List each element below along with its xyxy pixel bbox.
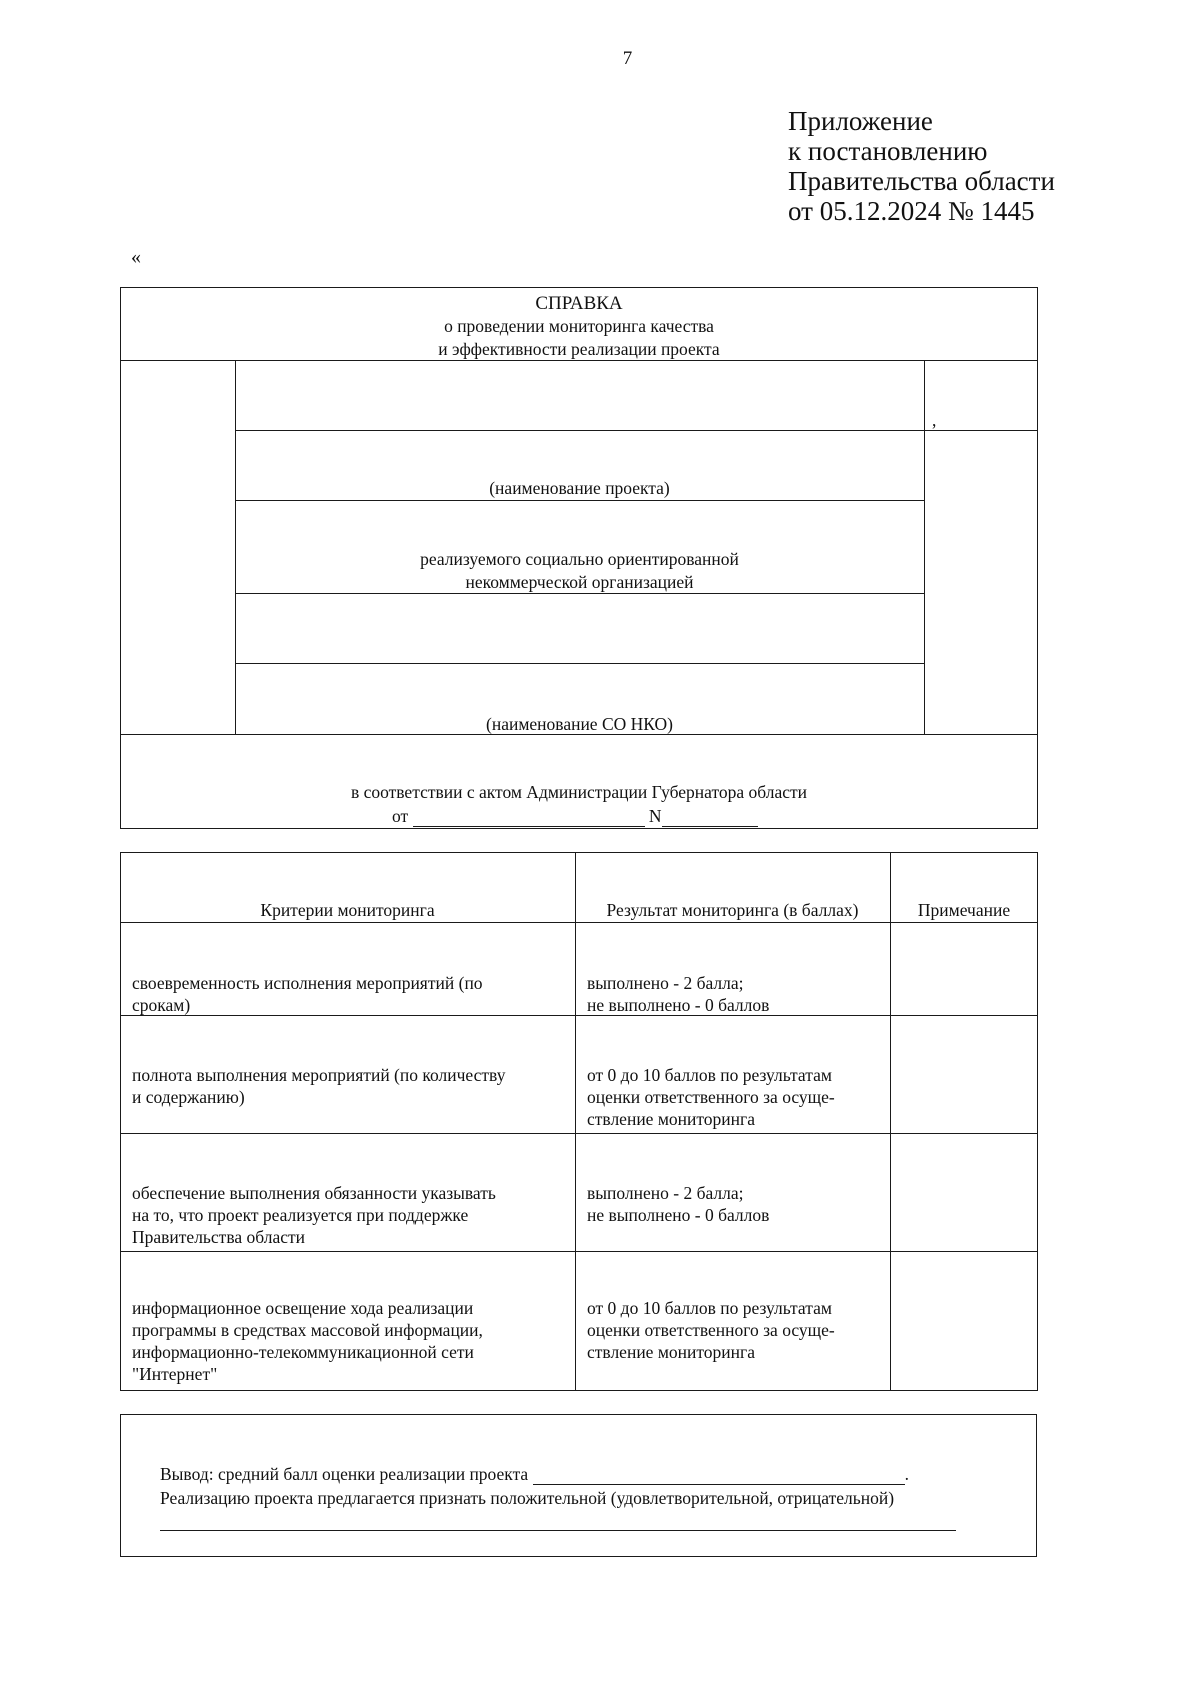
org-name-caption: (наименование СО НКО) [486,714,673,734]
divider [235,500,924,501]
appendix-line-4: от 05.12.2024 № 1445 [788,196,1035,226]
divider [235,593,924,594]
table-row-1-criterion [132,972,572,1016]
divider [120,922,1038,923]
appendix-line-1: Приложение [788,106,933,136]
table-cell-line: на то, что проект реализуется при поддержке [132,1205,469,1225]
table-row-2-result [587,1064,887,1130]
conclusion-box [120,1414,1037,1557]
table-cell-line: программы в средствах массовой информации, [132,1320,483,1340]
header-note: Примечание [917,900,1011,920]
table-cell-line: Правительства области [132,1227,306,1247]
conclusion-period: . [904,1464,909,1484]
divider [890,852,891,1391]
table-cell-line: и содержанию) [132,1087,245,1107]
table-row-3-criterion [132,1182,572,1248]
appendix-header [788,106,1055,226]
act-line [392,806,758,827]
act-text: в соответствии с актом Администрации Губернатора области [350,782,808,802]
table-row-2-criterion [132,1064,572,1108]
divider [924,360,925,734]
act-date-field[interactable] [413,808,645,827]
table-row-4-result [587,1297,887,1363]
table-cell-line: "Интернет" [132,1364,218,1384]
table-cell-line: своевременность исполнения мероприятий (по [132,973,483,993]
table-cell-line: информационно-телекоммуникационной сети [132,1342,474,1362]
conclusion-answer-field[interactable] [160,1530,956,1531]
divider [120,360,1038,361]
table-cell-line: обеспечение выполнения обязанности указывать [132,1183,496,1203]
table-cell-line: выполнено - 2 балла; [587,1183,744,1203]
table-cell-line: от 0 до 10 баллов по результатам [587,1298,832,1318]
table-cell-line: ствление мониторинга [587,1109,755,1129]
conclusion-avg-score-label: Вывод: средний балл оценки реализации проекта [160,1464,529,1484]
act-number-field[interactable] [662,808,758,827]
act-from-label: от [392,806,409,826]
appendix-line-2: к постановлению [788,136,988,166]
implemented-by-line-1: реализуемого социально ориентированной [420,549,739,569]
page-number: 7 [622,48,633,69]
form-subtitle-2: и эффективности реализации проекта [438,339,720,359]
table-cell-line: не выполнено - 0 баллов [587,995,770,1015]
divider [235,360,236,734]
opening-quote: « [131,246,141,268]
form-title: СПРАВКА [535,293,623,314]
table-cell-line: полнота выполнения мероприятий (по количеству [132,1065,506,1085]
table-row-3-result [587,1182,887,1226]
table-row-4-criterion [132,1297,572,1385]
act-number-label: N [648,806,662,826]
table-cell-line: выполнено - 2 балла; [587,973,744,993]
appendix-line-3: Правительства области [788,166,1055,196]
table-cell-line: оценки ответственного за осуще- [587,1087,835,1107]
divider [235,430,1038,431]
header-result: Результат мониторинга (в баллах) [606,900,859,920]
table-cell-line: от 0 до 10 баллов по результатам [587,1065,832,1085]
avg-score-field[interactable] [533,1466,905,1485]
table-cell-line: срокам) [132,995,191,1015]
table-row-1-result [587,972,887,1016]
form-subtitle-1: о проведении мониторинга качества [444,316,714,336]
divider [120,1251,1038,1252]
table-cell-line: оценки ответственного за осуще- [587,1320,835,1340]
divider [120,1133,1038,1134]
table-cell-line: информационное освещение хода реализации [132,1298,474,1318]
table-cell-line: ствление мониторинга [587,1342,755,1362]
project-name-caption: (наименование проекта) [489,478,670,498]
conclusion-line-1 [160,1464,909,1485]
implemented-by-line-2: некоммерческой организацией [465,572,694,592]
table-cell-line: не выполнено - 0 баллов [587,1205,770,1225]
header-criteria: Критерии мониторинга [260,900,435,920]
divider [575,852,576,1391]
divider [235,663,924,664]
conclusion-line-2: Реализацию проекта предлагается признать положительной (удовлетворительной, отрицательной) [160,1488,895,1508]
project-name-comma: , [932,410,937,430]
